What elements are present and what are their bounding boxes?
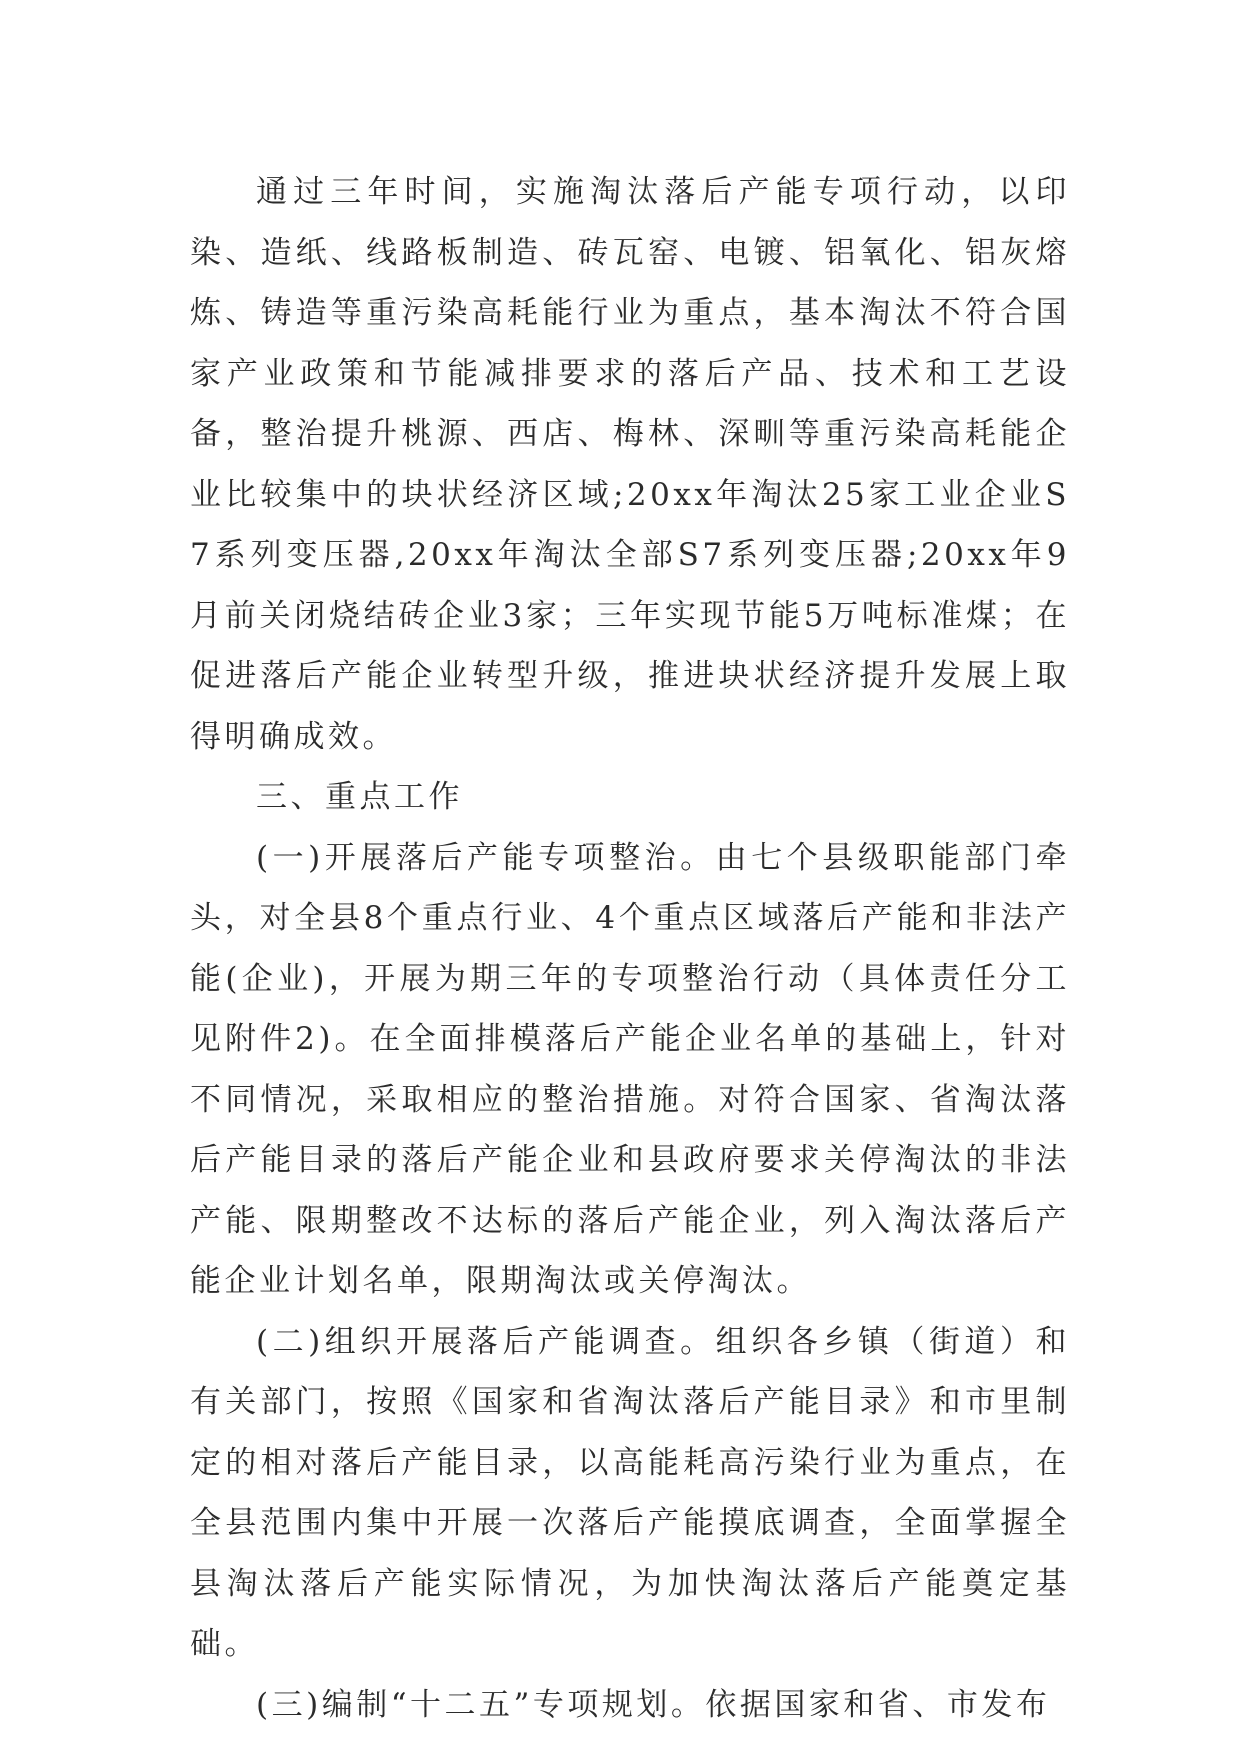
paragraph-item-1: (一)开展落后产能专项整治。由七个县级职能部门牵头，对全县8个重点行业、4个重点区域落后产能和非法产能(企业)，开展为期三年的专项整治行动（具体责任分工见附件2)。在全面排模落后产能企业名单的基础上，针对不同情况，采取相应的整治措施。对符合国家、省淘汰落后产能目录的落后产能企业和县政府要求关停淘汰的非法产能、限期整改不达标的落后产能企业，列入淘汰落后产能企业计划名单，限期淘汰或关停淘汰。 xyxy=(190,839,1070,1299)
paragraph-item-3: (三)编制“十二五”专项规划。依据国家和省、市发布 xyxy=(256,1686,1051,1723)
section-heading-key-work: 三、重点工作 xyxy=(256,779,463,815)
paragraph-item-2: (二)组织开展落后产能调查。组织各乡镇（街道）和有关部门，按照《国家和省淘汰落后产能目录》和市里制定的相对落后产能目录，以高能耗高污染行业为重点，在全县范围内集中开展一次落后产能摸底调查，全面掌握全县淘汰落后产能实际情况，为加快淘汰落后产能奠定基础。 xyxy=(190,1323,1070,1662)
paragraph-targets: 通过三年时间，实施淘汰落后产能专项行动，以印染、造纸、线路板制造、砖瓦窑、电镀、铝氧化、铝灰熔炼、铸造等重污染高耗能行业为重点，基本淘汰不符合国家产业政策和节能减排要求的落后产品、技术和工艺设备，整治提升桃源、西店、梅林、深甽等重污染高耗能企业比较集中的块状经济区域;20xx年淘汰25家工业企业S7系列变压器,20xx年淘汰全部S7系列变压器;20xx年9月前关闭烧结砖企业3家；三年实现节能5万吨标准煤；在促进落后产能企业转型升级，推进块状经济提升发展上取得明确成效。 xyxy=(190,174,1070,755)
document-body xyxy=(190,162,1070,1735)
